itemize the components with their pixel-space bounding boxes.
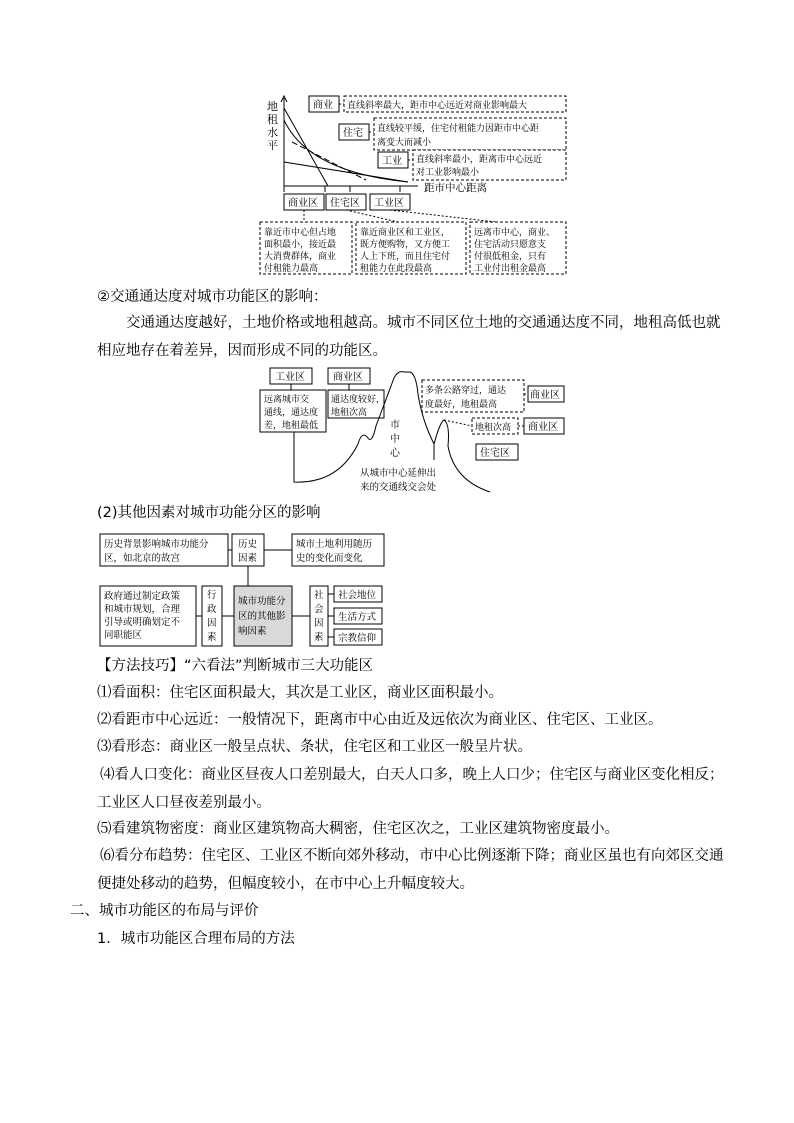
method-item: ⑶看形态：商业区一般呈点状、条状，住宅区和工业区一般呈片状。 bbox=[97, 739, 532, 755]
city-center-label: 心 bbox=[390, 448, 400, 459]
gov-note-text: 政府通过制定政策 bbox=[104, 591, 181, 602]
gov-note-text: 和城市规划，合理 bbox=[104, 604, 181, 615]
y-axis-label: 水 bbox=[267, 126, 278, 139]
commercial-curve-note: 直线斜率最大，距市中心远近对商业影响最大 bbox=[347, 101, 528, 111]
social-factor-text: 因 bbox=[314, 618, 324, 629]
admin-factor-text: 素 bbox=[207, 632, 217, 643]
social-factor-text: 会 bbox=[314, 604, 324, 615]
industrial-note: 远离城市交 bbox=[264, 395, 310, 405]
religion-text: 宗教信仰 bbox=[338, 633, 377, 644]
traffic-paragraph: 交通通达度越好，土地价格或地租越高。城市不同区位土地的交通通达度不同，地租高低也就相应地存在着差异，因而形成不同的功能区。 bbox=[97, 315, 721, 359]
rent-second-label: 地租次高 bbox=[475, 423, 512, 433]
social-factor-text: 素 bbox=[314, 632, 324, 643]
history-example-text: 历史背景影响城市功能分 bbox=[104, 539, 209, 550]
center-factor-text: 响因素 bbox=[238, 626, 267, 637]
y-axis-label: 租 bbox=[267, 113, 278, 126]
zone-commercial-note: 付租能力最高 bbox=[264, 264, 319, 274]
social-status-text: 社会地位 bbox=[338, 590, 377, 601]
highway-note: 多条公路穿过，通达 bbox=[425, 386, 507, 396]
industrial-zone-label: 工业区 bbox=[275, 372, 305, 383]
social-factor-text: 社 bbox=[314, 590, 324, 601]
commercial-label-3: 商业区 bbox=[528, 422, 558, 433]
rent-curve-figure bbox=[258, 92, 570, 276]
method-item: ⑹看分布趋势：住宅区、工业区不断向郊外移动，市中心比例逐渐下降；商业区虽也有向郊区交通便捷处移动的趋势，但幅度较小，在市中心上升幅度较大。 bbox=[97, 848, 724, 892]
junction-note: 来的交通线交会处 bbox=[360, 482, 437, 493]
subsection-title-traffic: ②交通通达度对城市功能区的影响： bbox=[97, 289, 328, 305]
industrial-note: 通线，通达度 bbox=[264, 408, 319, 418]
gov-note-text: 同职能区 bbox=[104, 630, 143, 641]
zone-residential-note: 租能力在此段最高 bbox=[360, 264, 433, 274]
industrial-note: 差，地租最低 bbox=[264, 421, 319, 431]
zone-industrial-note: 付很低租金，只有 bbox=[474, 252, 547, 262]
zone-residential-note: 靠近商业区和工业区， bbox=[360, 228, 451, 238]
junction-note: 从城市中心延伸出 bbox=[360, 468, 437, 479]
residential-curve-note: 直线较平缓，住宅付租能力因距市中心距 bbox=[377, 124, 540, 134]
zone-industrial-note: 住宅活动只愿意支 bbox=[474, 240, 547, 250]
residential-curve-note: 离变大而减小 bbox=[377, 138, 432, 148]
zone-industrial: 工业区 bbox=[374, 198, 404, 209]
lifestyle-text: 生活方式 bbox=[338, 612, 377, 623]
highway-note: 度最好，地租最高 bbox=[425, 400, 498, 410]
history-factor-text: 因素 bbox=[238, 553, 258, 564]
commercial-zone-label: 商业区 bbox=[333, 372, 363, 383]
zone-commercial-note: 靠近市中心但占地 bbox=[264, 228, 337, 238]
method-item: ⑵看距市中心远近：一般情况下，距离市中心由近及远依次为商业区、住宅区、工业区。 bbox=[97, 712, 663, 728]
admin-factor-text: 因 bbox=[207, 618, 217, 629]
commercial-note: 地租次高 bbox=[331, 408, 368, 418]
section-heading: 二、城市功能区的布局与评价 bbox=[70, 903, 259, 919]
subsection-title-other-factors: (2)其他因素对城市功能分区的影响 bbox=[97, 505, 321, 521]
city-center-label: 市 bbox=[390, 420, 400, 431]
commercial-label-2: 商业区 bbox=[530, 390, 560, 401]
y-axis-label: 平 bbox=[267, 139, 278, 152]
history-example-text: 区，如北京的故宫 bbox=[104, 553, 181, 564]
zone-residential: 住宅区 bbox=[330, 198, 360, 209]
zone-industrial-note: 远离市中心，商业、 bbox=[474, 228, 556, 238]
zone-commercial: 商业区 bbox=[288, 198, 318, 209]
other-factors-figure bbox=[98, 530, 390, 652]
residential-label: 住宅区 bbox=[480, 448, 510, 459]
accessibility-figure bbox=[258, 364, 568, 498]
method-item: ⑸看建筑物密度：商业区建筑物高大稠密，住宅区次之，工业区建筑物密度最小。 bbox=[97, 821, 619, 837]
method-item: ⑷看人口变化：商业区昼夜人口差别最大，白天人口多，晚上人口少；住宅区与商业区变化相反；工业区人口昼夜差别最小。 bbox=[97, 767, 724, 811]
center-factor-text: 区的其他影 bbox=[238, 611, 286, 622]
history-change-text: 城市土地利用随历 bbox=[296, 539, 373, 550]
zone-industrial-note: 工业付出租金最高 bbox=[474, 264, 547, 274]
method-title: 【方法技巧】“六看法”判断城市三大功能区 bbox=[97, 658, 374, 674]
industrial-curve-note: 对工业影响最小 bbox=[416, 168, 480, 178]
zone-commercial-note: 大消费群体，商业 bbox=[264, 252, 337, 262]
gov-note-text: 引导或明确划定不 bbox=[104, 617, 181, 628]
commercial-curve-label: 商业 bbox=[313, 100, 333, 111]
zone-commercial-note: 面积最小，接近最 bbox=[264, 240, 337, 250]
history-change-text: 史的变化而变化 bbox=[296, 553, 363, 564]
commercial-note: 通达度较好， bbox=[331, 395, 386, 405]
industrial-curve-label: 工业 bbox=[382, 156, 402, 167]
center-factor-text: 城市功能分 bbox=[238, 596, 286, 607]
admin-factor-text: 行 bbox=[207, 590, 217, 601]
city-center-label: 中 bbox=[390, 434, 400, 445]
y-axis-label: 地 bbox=[267, 100, 278, 113]
x-axis-label: 距市中心距离 bbox=[424, 182, 487, 194]
history-factor-text: 历史 bbox=[238, 539, 258, 550]
admin-factor-text: 政 bbox=[207, 604, 217, 615]
zone-residential-note: 人上下班，而且住宅付 bbox=[360, 252, 451, 262]
residential-curve-label: 住宅 bbox=[343, 128, 363, 139]
zone-residential-note: 既方便购物，又方便工 bbox=[360, 240, 451, 250]
industrial-curve-note: 直线斜率最小，距离市中心远近 bbox=[416, 155, 543, 165]
method-item: ⑴看面积：住宅区面积最大，其次是工业区，商业区面积最小。 bbox=[97, 685, 503, 701]
subsection-heading: 1．城市功能区合理布局的方法 bbox=[97, 931, 295, 947]
